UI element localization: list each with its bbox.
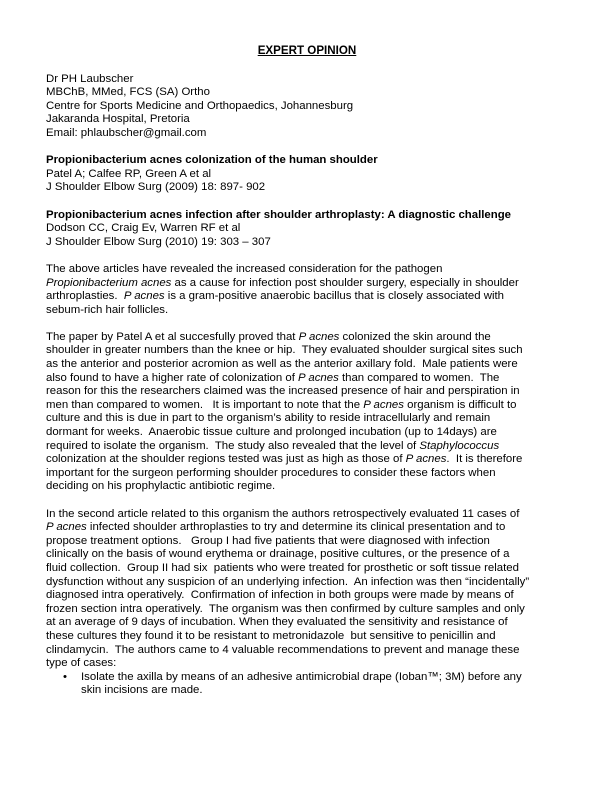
reference-authors: Dodson CC, Craig Ev, Warren RF et al <box>46 222 241 235</box>
paragraph-line: The above articles have revealed the increased consideration for the pathogen <box>46 262 443 275</box>
paragraph-line: colonization at the shoulder regions tested was just as high as those of P acnes. It is therefore <box>46 453 523 466</box>
author-affiliation: Centre for Sports Medicine and Orthopaedics, Johannesburg <box>46 99 354 112</box>
paragraph-line: these cultures they found it to be resistant to metronidazole but sensitive to penicillin and <box>46 629 496 642</box>
reference-2 <box>46 209 568 250</box>
paragraph-line: diagnosed intra operatively. Confirmation of infection in both groups were made by means of <box>46 589 514 602</box>
paragraph-line: Propionibacterium acnes as a cause for infection post shoulder surgery, especially in shoulder <box>46 276 519 289</box>
paragraph-line: clindamycin. The authors came to 4 valuable recommendations to prevent and manage these <box>46 643 520 656</box>
paragraph-line: at an average of 9 days of incubation. When they evaluated the sensitivity and resistance of <box>46 616 508 629</box>
author-hospital: Jakaranda Hospital, Pretoria <box>46 113 190 126</box>
document-title: EXPERT OPINION <box>257 44 357 57</box>
reference-title: Propionibacterium acnes infection after shoulder arthroplasty: A diagnostic challenge <box>46 208 511 221</box>
paragraph-line: culture and this is due in part to the organism’s ability to reside intracellularly and remain <box>46 412 491 425</box>
paragraph-intro <box>46 263 568 317</box>
paragraph-line: In the second article related to this organism the authors retrospectively evaluated 11 cases of <box>46 507 520 520</box>
paragraph-line: dysfunction without any suspicion of an underlying infection. An infection was then “incidentally” <box>46 575 530 588</box>
paragraph-line: important for the surgeon performing shoulder procedures to consider these factors when <box>46 466 496 479</box>
paragraph-line: as the anterior and posterior acromion as well as the anterior axillary fold. Male patients were <box>46 358 518 371</box>
paragraph-line: The paper by Patel A et al succesfully proved that P acnes colonized the skin around the <box>46 330 491 343</box>
paragraph-line: dormant for weeks. Anaerobic tissue culture and prolonged incubation (up to 14days) are <box>46 426 497 439</box>
paragraph-line: required to isolate the organism. The study also revealed that the level of Staphylococcus <box>46 439 500 452</box>
list-item-line: skin incisions are made. <box>81 684 203 697</box>
reference-journal: J Shoulder Elbow Surg (2009) 18: 897- 902 <box>46 181 266 194</box>
list-item-line: Isolate the axilla by means of an adhesive antimicrobial drape (Ioban™; 3M) before any <box>81 670 522 683</box>
paragraph-line: reason for this the researchers claimed was the increased presence of hair and perspiration in <box>46 385 520 398</box>
paragraph-line: deciding on his prophylactic antibiotic regime. <box>46 480 276 493</box>
author-block <box>46 73 568 141</box>
author-qualifications: MBChB, MMed, FCS (SA) Ortho <box>46 86 210 99</box>
paragraph-dodson-study <box>46 508 568 671</box>
paragraph-line: frozen section intra operatively. The organism was then confirmed by culture samples and only <box>46 602 525 615</box>
author-name: Dr PH Laubscher <box>46 72 134 85</box>
paragraph-line: also found to have a higher rate of colonization of P acnes than compared to women. The <box>46 371 500 384</box>
paragraph-patel-study <box>46 331 568 494</box>
paragraph-line: P acnes infected shoulder arthroplasties to try and determine its clinical presentation and to <box>46 521 506 534</box>
list-item <box>46 671 568 698</box>
reference-authors: Patel A; Calfee RP, Green A et al <box>46 167 212 180</box>
paragraph-line: arthroplasties. P acnes is a gram-positive anaerobic bacillus that is closely associated with <box>46 290 504 303</box>
author-email: Email: phlaubscher@gmail.com <box>46 126 207 139</box>
recommendations-list <box>46 671 568 698</box>
paragraph-line: sebum-rich hair follicles. <box>46 303 169 316</box>
bullet-icon: • <box>63 670 67 683</box>
paragraph-line: men than compared to women. It is important to note that the P acnes organism is difficult to <box>46 398 517 411</box>
reference-journal: J Shoulder Elbow Surg (2010) 19: 303 – 307 <box>46 235 271 248</box>
paragraph-line: fluid collection. Group II had six patients who were treated for prosthetic or soft tissue related <box>46 561 519 574</box>
reference-title: Propionibacterium acnes colonization of the human shoulder <box>46 154 378 167</box>
paragraph-line: clinically on the basis of wound erythema or drainage, positive cultures, or the presence of a <box>46 548 510 561</box>
reference-1 <box>46 154 568 195</box>
paragraph-line: shoulder in greater numbers than the knee or hip. They evaluated shoulder surgical sites such <box>46 344 523 357</box>
paragraph-line: propose treatment options. Group I had five patients that were diagnosed with infection <box>46 534 490 547</box>
paragraph-line: type of cases: <box>46 657 117 670</box>
